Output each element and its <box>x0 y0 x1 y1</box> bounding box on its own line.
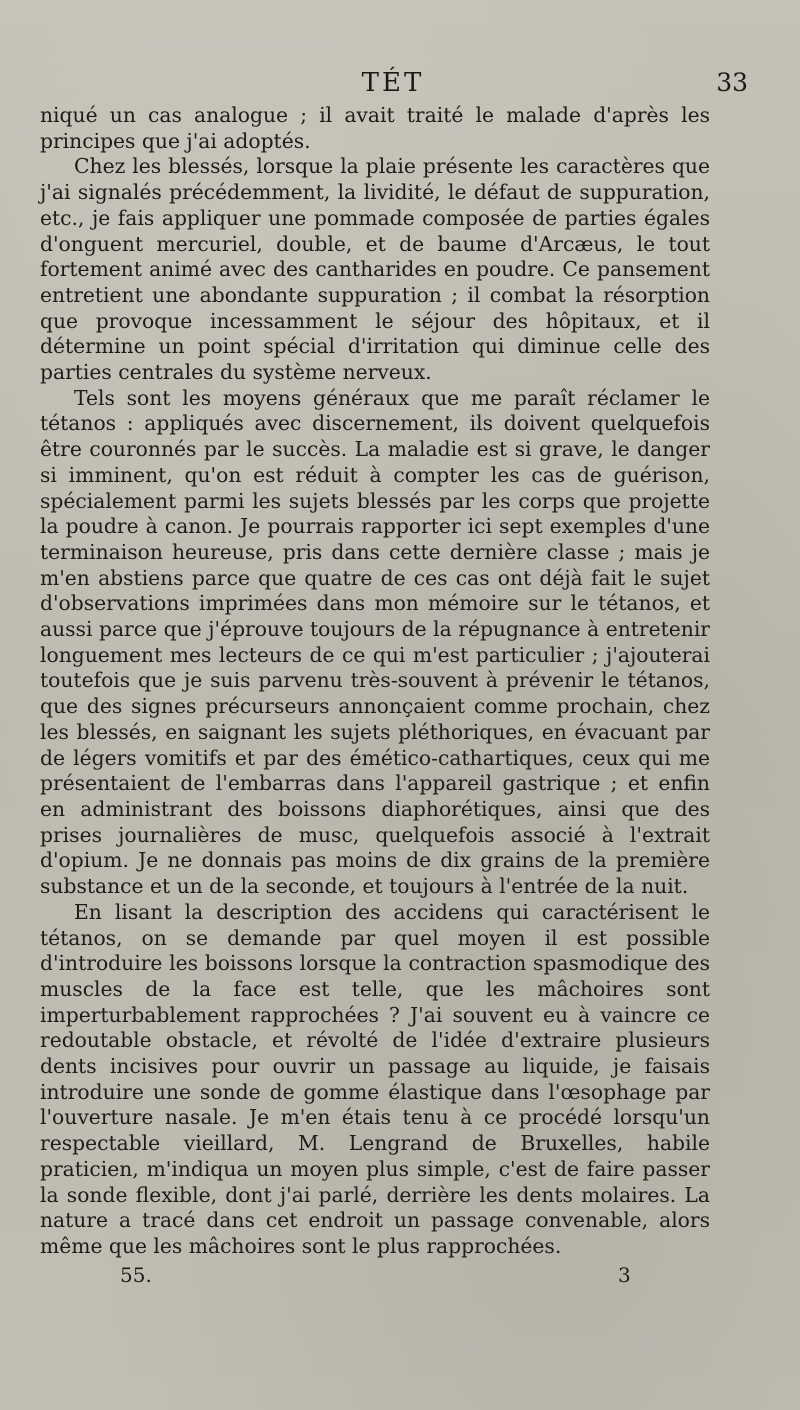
signature-mark: 55. <box>120 1263 152 1287</box>
text-body <box>40 103 710 1260</box>
paragraph-introduction-boissons: En lisant la description des accidens qui caractérisent le tétanos, on se demande par quel moyen il est possible d'introduire les boissons lorsque la contraction spasmodique des muscles de la face est telle, que les mâchoires sont imperturbablement rapprochées ? J'ai souvent eu à vaincre ce redoutable obstacle, et révolté de l'idée d'extraire plusieurs dents incisives pour ouvrir un passage au liquide, je faisais introduire une sonde de gomme élastique dans l'œsophage par l'ouverture nasale. Je m'en étais tenu à ce procédé lorsqu'un respectable vieillard, M. Lengrand de Bruxelles, habile praticien, m'indiqua un moyen plus simple, c'est de faire passer la sonde flexible, dont j'ai parlé, derrière les dents molaires. La nature a tracé dans cet endroit un passage convenable, alors même que les mâchoires sont le plus rapprochées. <box>40 899 710 1258</box>
running-head: TÉT <box>361 68 425 98</box>
gathering-mark: 3 <box>618 1263 631 1287</box>
page-footer <box>40 1263 710 1293</box>
page-number: 33 <box>716 68 748 97</box>
paragraph-moyens-generaux: Tels sont les moyens généraux que me paraît réclamer le tétanos : appliqués avec discernement, ils doivent quelquefois être couronnés par le succès. La maladie est si grave, le danger si imminent, qu'on est réduit à compter les cas de guérison, spécialement parmi les sujets blessés par les corps que projette la poudre à canon. Je pourrais rapporter ici sept exemples d'une terminaison heureuse, pris dans cette dernière classe ; mais je m'en abstiens parce que quatre de ces cas ont déjà fait le sujet d'observations imprimées dans mon mémoire sur le tétanos, et aussi parce que j'éprouve toujours de la répugnance à entretenir longuement mes lecteurs de ce qui m'est particulier ; j'ajouterai toutefois que je suis parvenu très-souvent à prévenir le tétanos, que des signes précurseurs annonçaient comme prochain, chez les blessés, en saignant les sujets pléthoriques, en évacuant par de légers vomitifs et par des émético-cathartiques, ceux qui me présentaient de l'embarras dans l'appareil gastrique ; et enfin en administrant des boissons diaphorétiques, ainsi que des prises journalières de musc, quelquefois associé à l'extrait d'opium. Je ne donnais pas moins de dix grains de la première substance et un de la seconde, et toujours à l'entrée de la nuit. <box>40 385 710 899</box>
page-header <box>40 68 748 104</box>
paragraph-continuation: niqué un cas analogue ; il avait traité le malade d'après les principes que j'ai adoptés. <box>40 103 710 153</box>
paragraph-pansement: Chez les blessés, lorsque la plaie présente les caractères que j'ai signalés précédemment, la lividité, le défaut de suppuration, etc., je fais appliquer une pommade composée de parties égales d'onguent mercuriel, double, et de baume d'Arcæus, le tout fortement animé avec des cantharides en poudre. Ce pansement entretient une abondante suppuration ; il combat la résorption que provoque incessamment le séjour des hôpitaux, et il détermine un point spécial d'irritation qui diminue celle des parties centrales du système nerveux. <box>40 154 710 385</box>
